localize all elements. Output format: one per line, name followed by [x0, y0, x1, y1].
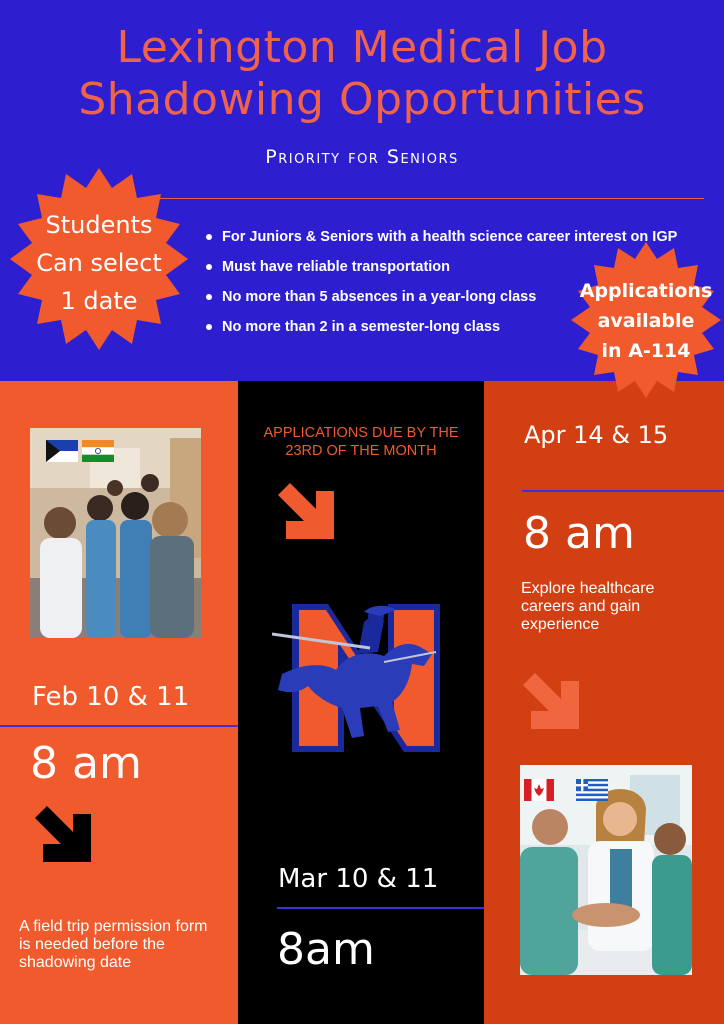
badge-left-line-2: Can select	[36, 249, 162, 277]
flag-icon	[576, 779, 608, 801]
subtitle: Priority for Seniors	[265, 146, 459, 168]
feb-divider	[0, 725, 238, 727]
explore-note: Explore healthcare careers and gain experience	[521, 580, 655, 633]
apr-divider	[522, 490, 724, 492]
arrow-down-right-icon	[278, 483, 336, 541]
badge-right-line-3: in A-114	[601, 340, 691, 362]
requirement-item: No more than 5 absences in a year-long class	[204, 282, 677, 312]
apr-date: Apr 14 & 15	[524, 421, 669, 449]
arrow-down-right-icon	[35, 806, 93, 864]
due-line-2: 23RD OF THE MONTH	[285, 443, 437, 459]
mar-date: Mar 10 & 11	[278, 864, 439, 894]
badge-right-line-2: available	[597, 310, 695, 332]
title-line-2: Shadowing Opportunities	[78, 74, 646, 125]
header-divider	[158, 198, 704, 199]
permission-note: A field trip permission form is needed before the shadowing date	[19, 918, 208, 971]
badge-right-line-1: Applications	[579, 280, 713, 302]
badge-left-line-3: 1 date	[60, 287, 138, 315]
students-select-badge	[4, 164, 194, 354]
apr-time: 8 am	[523, 508, 635, 559]
page-title	[0, 22, 724, 126]
feb-date: Feb 10 & 11	[32, 682, 190, 712]
due-line-1: APPLICATIONS DUE BY THE	[263, 425, 459, 441]
flag-icon	[82, 440, 114, 462]
requirement-item: For Juniors & Seniors with a health science career interest on IGP	[204, 222, 677, 252]
flag-icon	[524, 779, 554, 801]
feb-time: 8 am	[30, 738, 142, 789]
requirement-item: No more than 2 in a semester-long class	[204, 312, 677, 342]
applications-due-notice	[238, 424, 484, 460]
students-photo	[30, 428, 201, 638]
applications-available-badge	[566, 240, 724, 400]
mar-time: 8am	[277, 924, 375, 975]
badge-left-text	[4, 206, 194, 320]
mar-divider	[277, 907, 484, 909]
title-line-1: Lexington Medical Job	[116, 22, 608, 73]
arrow-down-right-icon	[523, 673, 581, 731]
badge-right-text	[566, 276, 724, 366]
knight-on-horse-n-logo-icon	[272, 604, 442, 752]
requirement-item: Must have reliable transportation	[204, 252, 677, 282]
flag-icon	[46, 440, 78, 462]
badge-left-line-1: Students	[45, 211, 153, 239]
medical-staff-photo	[520, 765, 692, 975]
